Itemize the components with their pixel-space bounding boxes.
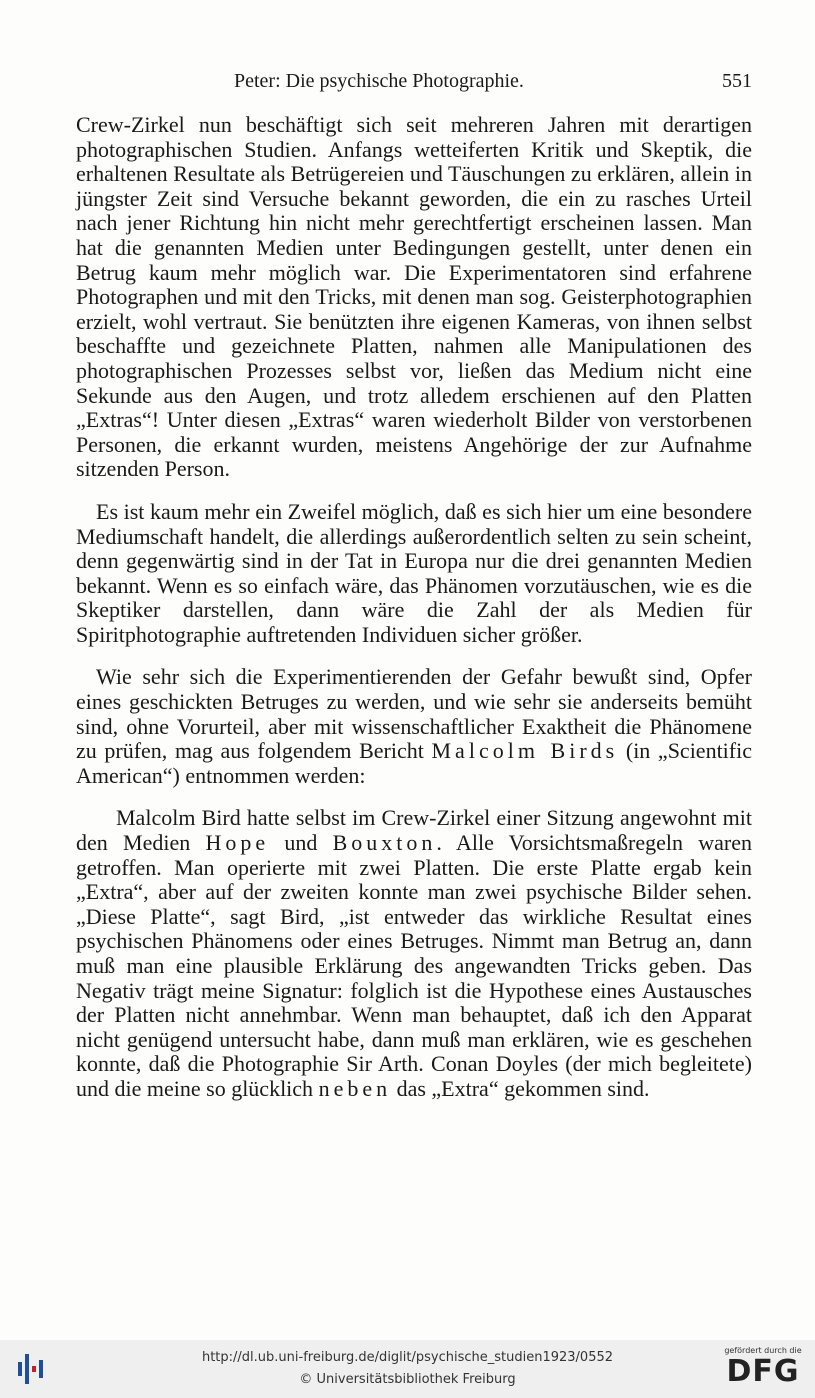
- paragraph-text: Es ist kaum mehr ein Zweifel möglich, daß es sich hier um eine besondere Mediumschaft handelt, die allerdings außerordentlich selten zu sein scheint, denn gegenwärtig sind in der Tat in Europa nur die drei genannten Medien bekannt. Wenn es so einfach wäre, das Phänomen vorzutäuschen, wie es die Skeptiker darstellen, dann wäre die Zahl der als Medien für Spiritphotographie auftretenden Individuen sicher größer.: [76, 498, 752, 647]
- running-title: Peter: Die psychische Photographie.: [234, 70, 524, 92]
- paragraph-text: das „Extra“ gekommen sind.: [391, 1075, 650, 1101]
- dfg-caption: gefördert durch die: [724, 1346, 802, 1355]
- permalink-url[interactable]: http://dl.ub.uni-freiburg.de/diglit/psychische_studien1923/0552: [201, 1350, 614, 1365]
- paragraph-gap: [76, 647, 752, 665]
- paragraph-gap: [76, 482, 752, 500]
- paragraph-text: Malcolm Bird hatte selbst im Crew-Zirkel einer Sitzung angewohnt mit den Medien: [76, 805, 752, 856]
- paragraph-gap: [76, 788, 752, 806]
- spaced-name: Malcolm Birds: [431, 738, 619, 764]
- paragraph-text: (in „Scientific American“) entnommen werden:: [76, 738, 752, 788]
- spaced-word: neben: [318, 1075, 392, 1101]
- dfg-logo-text: DFG: [726, 1354, 800, 1389]
- paragraph-1: [76, 113, 752, 482]
- dfg-logo: [721, 1346, 805, 1392]
- viewer-footer: [0, 1340, 815, 1398]
- body-text: [76, 113, 752, 1102]
- running-head: [76, 70, 752, 98]
- paragraph-3: [76, 665, 752, 788]
- spaced-name: Bouxton: [332, 830, 437, 856]
- paragraph-2: [76, 500, 752, 648]
- paragraph-text: Crew-Zirkel nun beschäftigt sich seit mehreren Jahren mit derartigen photographischen Studien. Anfangs wetteiferten Kritik und Skeptik, die erhaltenen Resultate als Betrügereien und Täuschungen zu erklären, allein in jüngster Zeit sind Versuche bekannt geworden, die ein zu rasches Urteil nach jener Richtung hin nicht mehr gerechtfertigt erscheinen lassen. Man hat die genannten Medien unter Bedingungen gestellt, unter denen ein Betrug kaum mehr möglich war. Die Experimentatoren sind erfahrene Photographen und mit den Tricks, mit denen man sog. Geisterphotographien erzielt, wohl vertraut. Sie benützten ihre eigenen Kameras, von ihnen selbst beschaffte und gezeichnete Platten, nahmen alle Manipulationen des photographischen Prozesses selbst vor, ließen das Medium nicht eine Sekunde aus den Augen, und trotz alledem erschienen auf den Platten „Extras“! Unter diesen „Extras“ waren wiederholt Bilder von verstorbenen Personen, die erkannt wurden, meistens Angehörige der zur Aufnahme sitzenden Person.: [76, 112, 752, 482]
- paragraph-text: und: [269, 830, 333, 856]
- paragraph-text: . Alle Vorsichtsmaßregeln waren getroffen. Man operierte mit zwei Platten. Die erste Platte ergab kein „Extra“, aber auf der zweiten konnte man zwei psychische Bilder sehen. „Diese Platte“, sagt Bird, „ist entweder das wirkliche Resultat eines psychischen Phänomens oder eines Betruges. Nimmt man Betrug an, dann muß man eine plausible Erklärung des angewandten Tricks geben. Das Negativ trägt meine Signatur: folglich ist die Hypothese eines Austausches der Platten nicht annehmbar. Wenn man behauptet, daß ich den Apparat nicht genügend untersucht habe, dann muß man erklären, wie es geschehen konnte, daß die Photographie Sir Arth. Conan Doyles (der mich begleitete) und die meine so glücklich: [76, 830, 753, 1101]
- paragraph-4: [76, 806, 752, 1101]
- page-number: 551: [722, 70, 752, 92]
- copyright-notice: © Universitätsbibliothek Freiburg: [299, 1372, 516, 1387]
- paragraph-text: Wie sehr sich die Experimentierenden der Gefahr bewußt sind, Opfer eines geschickten Betruges zu werden, und wie sehr sie anderseits bemüht sind, ohne Vorurteil, aber mit wissenschaftlicher Exaktheit die Phänomene zu prüfen, mag aus folgendem Bericht: [76, 664, 752, 764]
- spaced-name: Hope: [205, 830, 270, 856]
